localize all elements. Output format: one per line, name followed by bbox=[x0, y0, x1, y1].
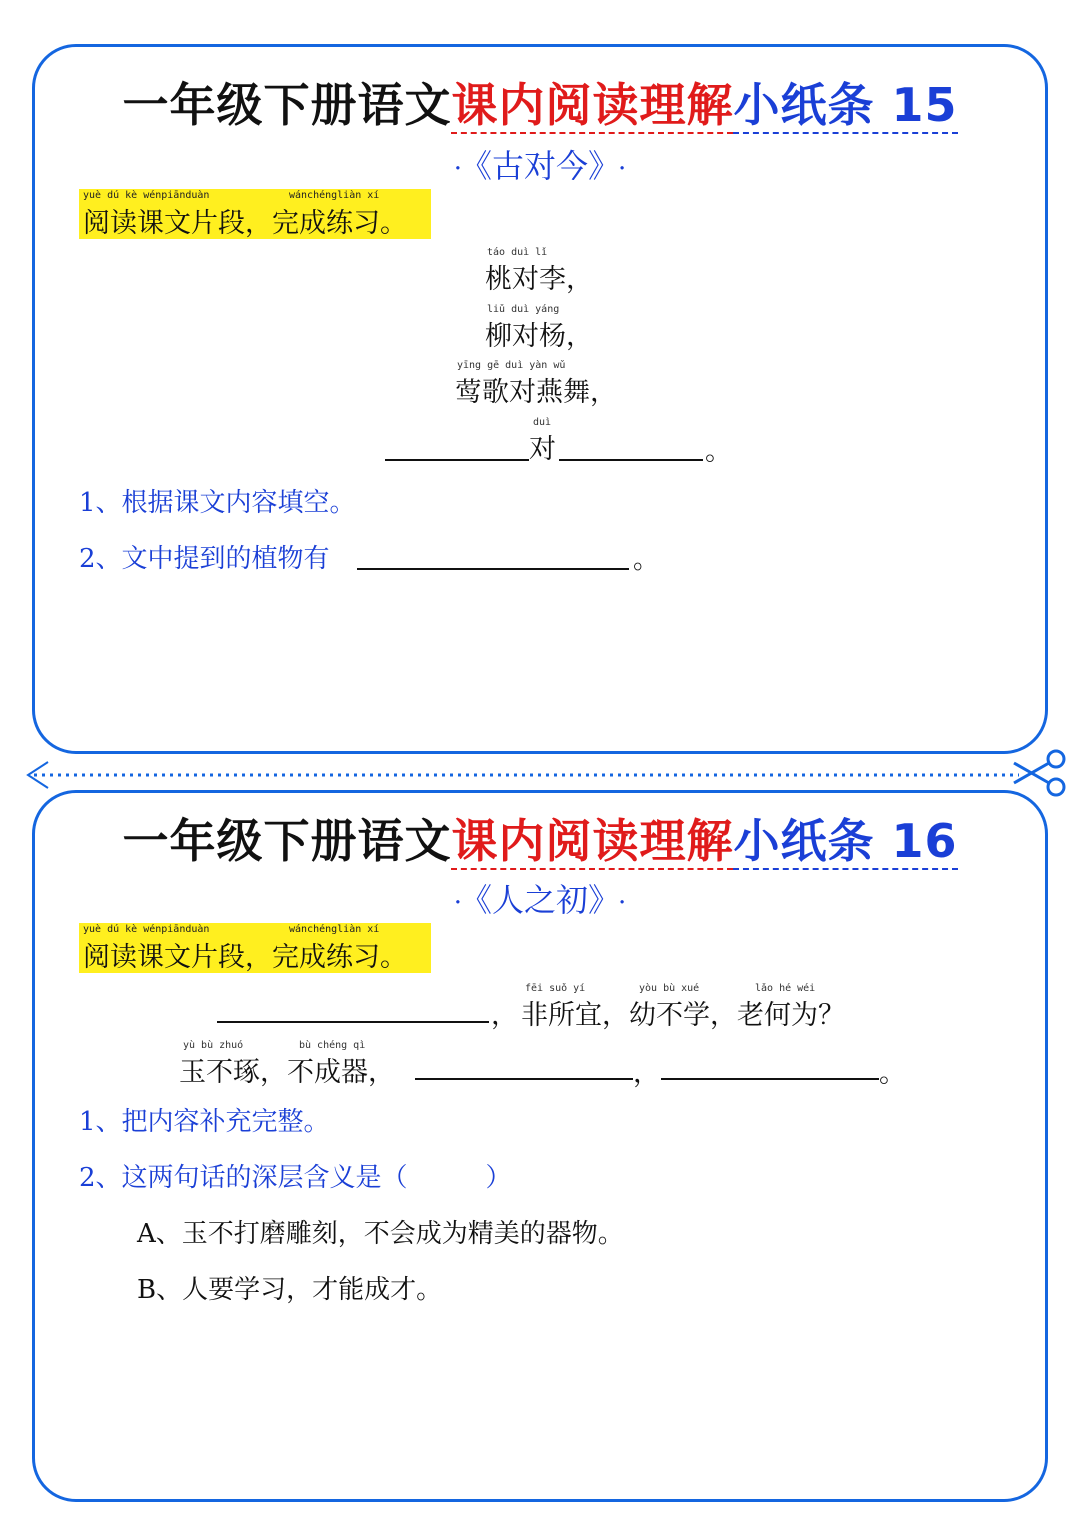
passage-pinyin: fēi suǒ yí bbox=[525, 983, 586, 994]
passage-pinyin: yù bù zhuó bbox=[183, 1040, 244, 1051]
passage-comma: ， bbox=[633, 1058, 660, 1089]
instruction-highlight bbox=[79, 923, 431, 973]
instruction-highlight bbox=[79, 189, 431, 239]
instruction-pinyin: yuè dú kè wénpiānduàn bbox=[83, 924, 210, 935]
instruction-pinyin: yuè dú kè wénpiānduàn bbox=[83, 190, 210, 201]
subtitle-dot-right: · bbox=[618, 888, 627, 918]
passage-pinyin: liǔ duì yáng bbox=[487, 304, 560, 315]
instruction-pinyin: wánchéngliàn xí bbox=[289, 190, 380, 201]
card-title bbox=[35, 69, 1045, 135]
title-part-grade: 一年级下册语文 bbox=[122, 78, 452, 132]
answer-blank[interactable] bbox=[385, 459, 529, 461]
passage-pinyin: lǎo hé wéi bbox=[755, 983, 816, 994]
question-period: 。 bbox=[633, 545, 660, 575]
card-title bbox=[35, 805, 1045, 871]
title-part-reading: 课内阅读理解 bbox=[451, 814, 734, 868]
instruction-pinyin: wánchéngliàn xí bbox=[289, 924, 380, 935]
passage-pinyin: yòu bù xué bbox=[639, 983, 700, 994]
option-a[interactable]: A、玉不打磨雕刻，不会成为精美的器物。 bbox=[137, 1219, 624, 1249]
option-b[interactable]: B、人要学习，才能成才。 bbox=[137, 1275, 443, 1305]
title-part-reading: 课内阅读理解 bbox=[451, 78, 734, 132]
passage-pinyin: yīng gē duì yàn wǔ bbox=[457, 360, 566, 371]
title-part-grade: 一年级下册语文 bbox=[122, 814, 452, 868]
passage-line: 柳对杨， bbox=[485, 321, 593, 352]
instruction-text: 阅读课文片段，完成练习。 bbox=[83, 942, 407, 973]
question-2: 2、文中提到的植物有 bbox=[79, 544, 330, 574]
question-1: 1、根据课文内容填空。 bbox=[79, 488, 356, 518]
answer-blank[interactable] bbox=[559, 459, 703, 461]
lesson-name: 《古对今》 bbox=[475, 147, 604, 185]
passage-period: 。 bbox=[705, 436, 732, 467]
scissors-icon bbox=[1010, 745, 1070, 799]
worksheet-card-15 bbox=[32, 44, 1048, 754]
answer-blank[interactable] bbox=[357, 568, 629, 570]
passage-line: 桃对李， bbox=[485, 264, 593, 295]
title-part-note: 小纸条 16 bbox=[733, 814, 958, 868]
lesson-title bbox=[35, 141, 1045, 187]
passage-line: 莺歌对燕舞， bbox=[455, 377, 617, 408]
passage-line: 非所宜，幼不学，老何为？ bbox=[521, 1000, 845, 1031]
passage-dui: 对 bbox=[529, 434, 556, 465]
title-part-note: 小纸条 15 bbox=[733, 78, 958, 132]
subtitle-dot-right: · bbox=[618, 154, 627, 184]
lesson-title bbox=[35, 875, 1045, 921]
answer-blank[interactable] bbox=[415, 1078, 633, 1080]
instruction-text: 阅读课文片段，完成练习。 bbox=[83, 208, 407, 239]
worksheet-card-16 bbox=[32, 790, 1048, 1502]
question-1: 1、把内容补充完整。 bbox=[79, 1107, 330, 1137]
passage-pinyin: bù chéng qì bbox=[299, 1040, 366, 1051]
lesson-name: 《人之初》 bbox=[475, 881, 604, 919]
passage-pinyin: táo duì lǐ bbox=[487, 247, 548, 258]
answer-blank[interactable] bbox=[661, 1078, 879, 1080]
passage-pinyin: duì bbox=[533, 417, 552, 428]
cut-line bbox=[24, 770, 1052, 780]
subtitle-dot-left: · bbox=[453, 154, 462, 184]
answer-blank[interactable] bbox=[217, 1021, 489, 1023]
question-2: 2、这两句话的深层含义是（ ） bbox=[79, 1163, 512, 1193]
passage-period: 。 bbox=[879, 1058, 906, 1089]
passage-line: 玉不琢，不成器， bbox=[179, 1057, 395, 1088]
subtitle-dot-left: · bbox=[453, 888, 462, 918]
passage-comma: ， bbox=[491, 1000, 518, 1031]
